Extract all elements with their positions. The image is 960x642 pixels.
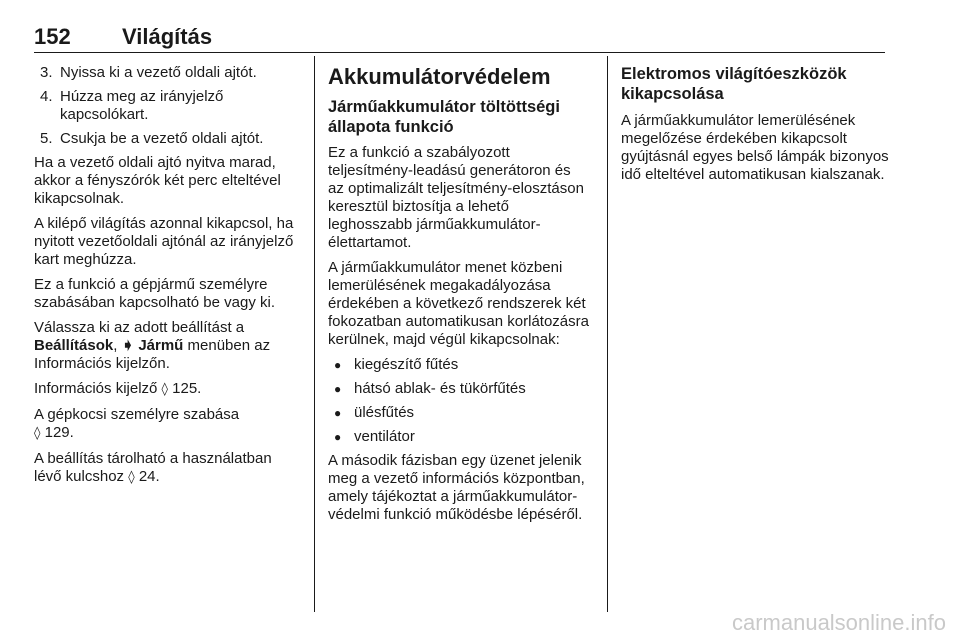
section-title: Elektromos világítóeszközök kikapcsolása [621,65,847,103]
section-subtitle: Járműakkumulátor töltöttségi állapota funkció [328,98,560,136]
menu-arrow-icon: ➧ [121,337,135,354]
bullet-item: ● kiegészítő fűtés [328,356,590,374]
bullet-item: ● ülésfűtés [328,404,590,422]
paragraph: Ez a funkció a gépjármű személyre szabásában kapcsolható be vagy ki. [34,276,275,311]
step-item: 3. Nyissa ki a vezető oldali ajtót. [40,64,257,81]
column-3 [621,64,889,191]
column-1 [34,64,302,494]
bullet-item: ● ventilátor [328,428,590,446]
paragraph: A második fázisban egy üzenet jelenik meg a vezető információs központban, amely tájékoztat a járműakkumulátor-védelmi funkció működésbe lépéséről. [328,452,585,523]
column-divider-1 [314,56,315,612]
column-2 [328,64,590,531]
menu-vehicle: Jármű [138,337,184,354]
reference-icon: ◊ [161,382,168,397]
watermark: carmanualsonline.info [731,610,946,635]
paragraph: A járműakkumulátor lemerülésének megelőzése érdekében kikapcsolt gyújtásnál egyes belső lámpák bizonyos idő elteltével automatikusan kialszanak. [621,112,889,183]
paragraph: A járműakkumulátor menet közbeni lemerülésének megakadályozása érdekében a következő rendszerek két fokozatban automatikusan korlátozásra kerülnek, majd végül kikapcsolnak: [328,259,589,348]
column-divider-2 [607,56,608,612]
step-item: 4. Húzza meg az irányjelző kapcsolókart. [40,88,224,123]
cross-reference: A gépkocsi személyre szabása ◊ 129. [34,406,240,441]
step-item: 5. Csukja be a vezető oldali ajtót. [40,130,264,147]
bullet-item: ● hátsó ablak- és tükörfűtés [328,380,590,398]
paragraph-menu-path: Válassza ki az adott beállítást a Beállítások, ➧ Jármű menüben az Információs kijelzőn. [34,319,271,372]
chapter-title: Világítás [122,24,213,49]
reference-icon: ◊ [128,470,135,485]
section-title: Akkumulátorvédelem [328,64,551,89]
paragraph: A kilépő világítás azonnal kikapcsol, ha nyitott vezetőoldali ajtónál az irányjelző kart meghúzza. [34,215,294,268]
page-number: 152 [34,24,71,49]
page-header [34,22,885,53]
menu-settings: Beállítások [34,337,114,354]
reference-icon: ◊ [34,426,41,441]
cross-reference: A beállítás tárolható a használatban lévő kulcshoz ◊ 24. [34,450,272,485]
paragraph: Ha a vezető oldali ajtó nyitva marad, akkor a fényszórók két perc elteltével kikapcsolnak. [34,154,281,207]
cross-reference: Információs kijelző ◊ 125. [34,380,202,397]
paragraph: Ez a funkció a szabályozott teljesítmény-leadású generátoron és az optimalizált teljesítmény-elosztáson keresztül biztosítja a lehető leghosszabb járműakkumulátor-élettartamot. [328,144,584,251]
